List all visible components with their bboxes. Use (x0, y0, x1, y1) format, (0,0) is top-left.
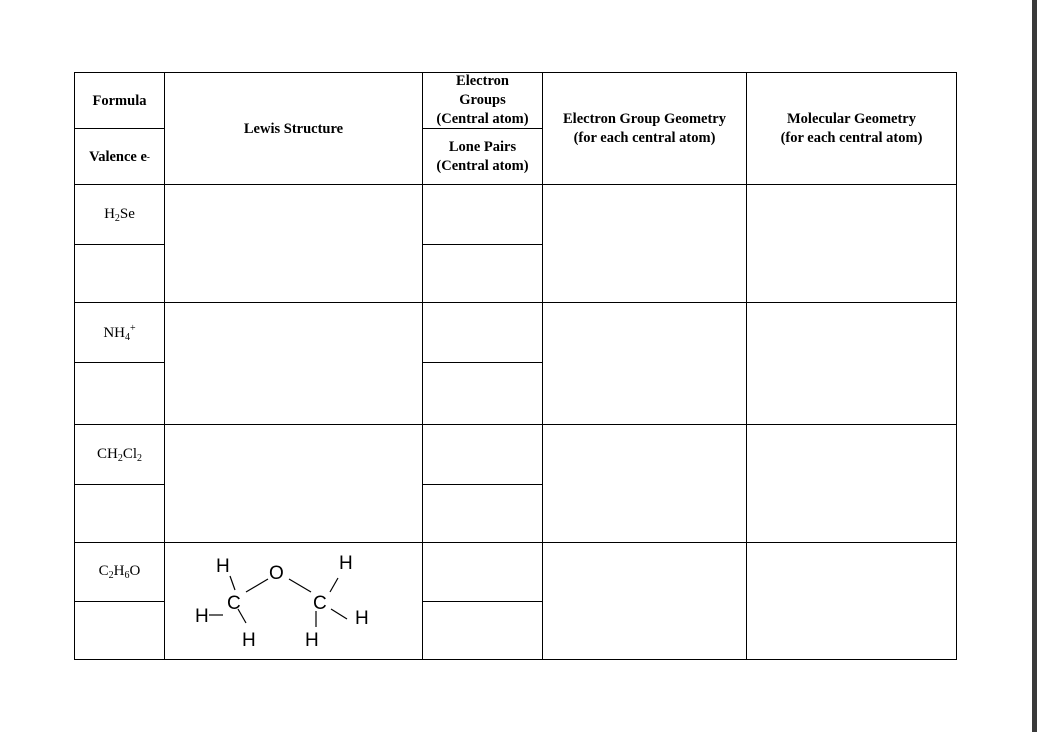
lewis-atoms (195, 553, 369, 651)
formula-subscript: 2 (114, 212, 120, 224)
atom-h-top-right: H (339, 553, 353, 574)
row2-bottom-line (74, 424, 957, 425)
electron-groups-line-2: Groups (459, 92, 506, 108)
formula-superscript: + (130, 322, 136, 334)
formula-subscript: 4 (125, 331, 131, 343)
bond-c2-h-right (331, 609, 347, 619)
formula-text (97, 446, 142, 464)
lone-pairs-line-2: (Central atom) (436, 157, 529, 174)
bond-o-c2 (289, 579, 311, 592)
formula-subscript: 2 (117, 452, 123, 464)
molecular-geometry-header (747, 73, 956, 184)
formula-symbol: O (129, 563, 141, 579)
egg-line-1: Electron Group Geometry (563, 110, 726, 127)
row1-mid-line-2 (422, 244, 542, 245)
formula-subscript: 6 (124, 570, 130, 581)
table-border-right (956, 72, 957, 660)
egg-line-2: (for each central atom) (573, 129, 716, 146)
atom-h-bottom-left: H (242, 630, 256, 651)
formula-symbol: CH (96, 445, 118, 462)
row1-mid-line (74, 244, 164, 245)
row3-mid-line-2 (422, 484, 542, 485)
formula-text (104, 206, 135, 224)
formula-symbol: Se (119, 205, 135, 222)
window-edge-bar (1032, 0, 1037, 732)
formula-text (103, 323, 135, 343)
formula-text (99, 563, 141, 581)
row3-bottom-line (74, 542, 957, 543)
formula-cell-ch2cl2 (75, 425, 164, 484)
formula-symbol: NH (103, 324, 126, 341)
atom-h-left: H (195, 606, 209, 627)
atom-c1: C (227, 593, 241, 614)
electron-groups-line-3: (Central atom) (436, 111, 529, 127)
lone-pairs-header (423, 129, 542, 184)
row2-mid-line-2 (422, 362, 542, 363)
formula-cell-nh4 (75, 303, 164, 362)
formula-cell-c2h6o (75, 543, 164, 601)
formula-symbol: H (104, 205, 115, 222)
formula-subscript: 2 (137, 452, 143, 464)
formula-symbol: C (98, 563, 109, 579)
row1-bottom-line (74, 302, 957, 303)
formula-cell-h2se (75, 185, 164, 244)
lewis-structure-c2h6o (180, 548, 400, 652)
header-bottom-line (74, 184, 957, 185)
bond-h-c1 (230, 576, 235, 590)
lone-pairs-line-1: Lone Pairs (448, 138, 517, 155)
atom-o: O (269, 563, 284, 584)
electron-group-geometry-header (543, 73, 746, 184)
mg-line-1: Molecular Geometry (787, 110, 916, 127)
formula-symbol: Cl (122, 445, 138, 462)
atom-h-top-left: H (216, 556, 230, 577)
row2-mid-line (74, 362, 164, 363)
atom-c2: C (313, 593, 327, 614)
valence-header-label: Valence e (89, 148, 147, 165)
row4-mid-line-2 (422, 601, 542, 602)
row3-mid-line (74, 484, 164, 485)
bond-c1-o (246, 579, 268, 592)
atom-h-bottom-right: H (305, 630, 319, 651)
valence-header (75, 129, 164, 184)
formula-symbol: H (113, 563, 125, 579)
formula-header: Formula (92, 92, 147, 109)
electron-groups-header (423, 73, 542, 128)
atom-h-right: H (355, 608, 369, 629)
row4-mid-line (74, 601, 164, 602)
valence-header-sup: - (146, 151, 150, 162)
bond-c2-h-top (330, 578, 338, 592)
lewis-structure-header: Lewis Structure (243, 120, 344, 137)
mg-line-2: (for each central atom) (780, 129, 923, 146)
table-border-bottom (74, 659, 957, 660)
electron-groups-line-1: Electron (456, 73, 509, 89)
formula-subscript: 2 (108, 570, 114, 581)
